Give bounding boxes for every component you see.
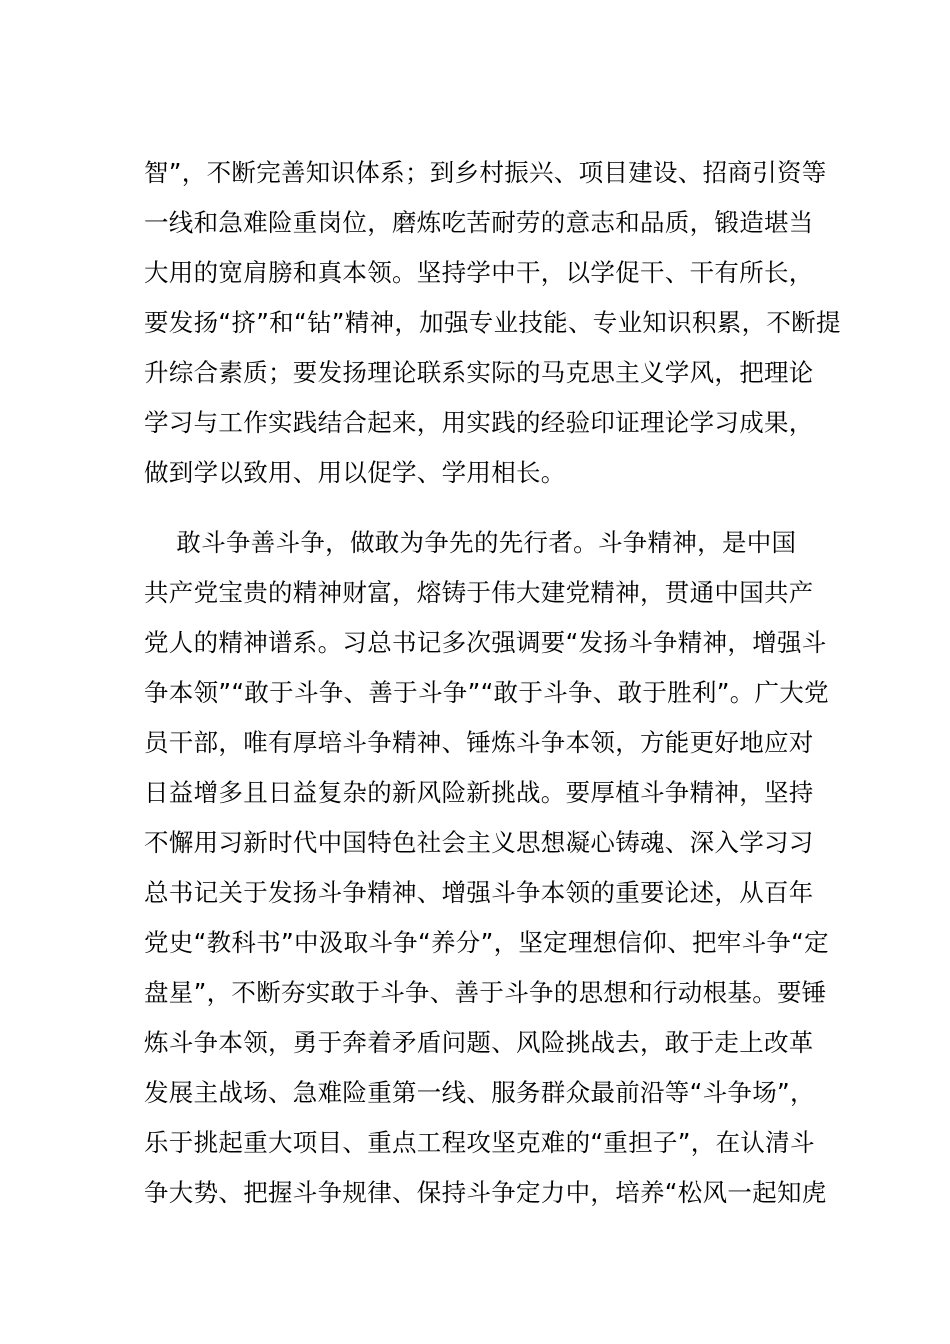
text-line: 发展主战场、急难险重第一线、服务群众最前沿等“斗争场”， [144,1078,815,1107]
text-line: 盘星”，不断夯实敢于斗争、善于斗争的思想和行动根基。要锤 [144,978,827,1007]
text-line: 乐于挑起重大项目、重点工程攻坚克难的“重担子”，在认清斗 [144,1128,815,1157]
text-line: 升综合素质；要发扬理论联系实际的马克思主义学风，把理论 [144,358,814,387]
text-line: 学习与工作实践结合起来，用实践的经验印证理论学习成果， [144,408,814,437]
text-line: 共产党宝贵的精神财富，熔铸于伟大建党精神，贯通中国共产 [144,578,814,607]
paragraph-struggle [144,518,829,1218]
text-line: 做到学以致用、用以促学、学用相长。 [144,458,566,487]
text-line: 党人的精神谱系。习总书记多次强调要“发扬斗争精神，增强斗 [144,628,827,657]
text-line: 敢斗争善斗争，做敢为争先的先行者。斗争精神，是中国 [144,528,797,557]
text-line: 大用的宽肩膀和真本领。坚持学中干，以学促干、干有所长， [144,258,814,287]
paragraph-continuation [144,148,841,498]
text-line: 炼斗争本领，勇于奔着矛盾问题、风险挑战去，敢于走上改革 [144,1028,814,1057]
text-line: 智”，不断完善知识体系；到乡村振兴、项目建设、招商引资等 [144,158,827,187]
text-line: 争大势、把握斗争规律、保持斗争定力中，培养“松风一起知虎 [144,1178,827,1207]
text-line: 争本领”“敢于斗争、善于斗争”“敢于斗争、敢于胜利”。广大党 [144,678,829,707]
text-line: 党史“教科书”中汲取斗争“养分”，坚定理想信仰、把牢斗争“定 [144,928,829,957]
text-line: 不懈用习新时代中国特色社会主义思想凝心铸魂、深入学习习 [144,828,814,857]
text-line: 要发扬“挤”和“钻”精神，加强专业技能、专业知识积累，不断提 [144,308,841,337]
text-line: 日益增多且日益复杂的新风险新挑战。要厚植斗争精神，坚持 [144,778,814,807]
text-line: 员干部，唯有厚培斗争精神、锤炼斗争本领，方能更好地应对 [144,728,814,757]
text-line: 总书记关于发扬斗争精神、增强斗争本领的重要论述，从百年 [144,878,814,907]
text-line: 一线和急难险重岗位，磨炼吃苦耐劳的意志和品质，锻造堪当 [144,208,814,237]
